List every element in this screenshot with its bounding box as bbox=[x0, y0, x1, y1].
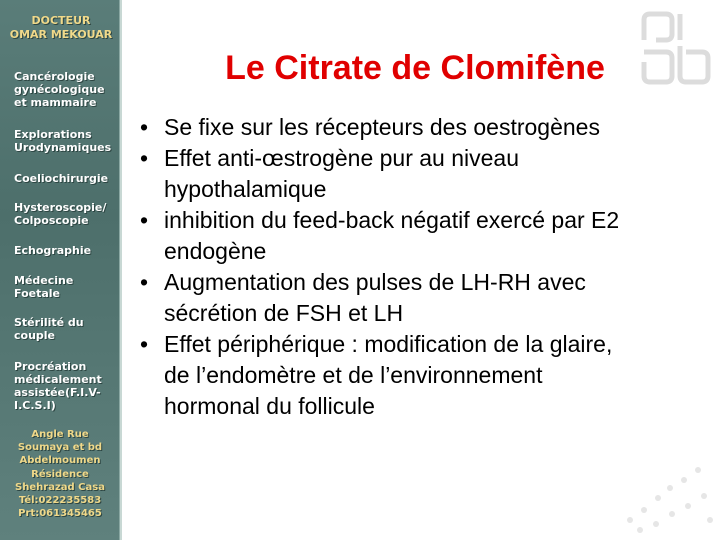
list-item bbox=[134, 112, 634, 143]
decorative-dots-icon bbox=[610, 440, 720, 540]
sidebar-navigation bbox=[0, 0, 122, 540]
bullet-text: Augmentation des pulses de LH-RH avec sécrétion de FSH et LH bbox=[164, 269, 586, 326]
slide-title: Le Citrate de Clomifène bbox=[225, 49, 605, 87]
list-item bbox=[134, 143, 634, 205]
bullet-icon: • bbox=[140, 269, 149, 295]
list-item bbox=[134, 329, 634, 422]
doctor-title: DOCTEUR bbox=[31, 14, 91, 27]
contact-mobile: Prt:061345465 bbox=[18, 508, 102, 520]
sidebar-contact bbox=[6, 428, 114, 520]
list-item bbox=[134, 267, 634, 329]
contact-line: Abdelmoumen bbox=[19, 455, 101, 467]
sidebar-item-procreation[interactable]: Procréation médicalement assistée(F.I.V- I.C.S.I) bbox=[14, 360, 102, 412]
sidebar-item-coeliochirurgie[interactable]: Coeliochirurgie bbox=[14, 172, 109, 185]
contact-line: Angle Rue bbox=[31, 429, 89, 440]
sidebar-header bbox=[6, 14, 116, 42]
sidebar-item-hysteroscopie[interactable]: Hysteroscopie/ Colposcopie bbox=[14, 201, 107, 227]
sidebar-item-sterilite[interactable]: Stérilité du couple bbox=[14, 316, 84, 342]
sidebar-item-cancerologie[interactable]: Cancérologie gynécologique et mammaire bbox=[14, 70, 105, 109]
sidebar-item-medecine-foetale[interactable]: Médecine Foetale bbox=[14, 274, 74, 300]
contact-line: Shehrazad Casa bbox=[15, 481, 105, 493]
bullet-icon: • bbox=[140, 207, 149, 233]
contact-line: Soumaya et bd bbox=[17, 442, 103, 454]
bullet-text: inhibition du feed-back négatif exercé par E2 endogène bbox=[164, 207, 620, 264]
list-item bbox=[134, 205, 634, 267]
contact-line: Résidence bbox=[31, 468, 89, 480]
contact-phone: Tél:022235583 bbox=[18, 495, 102, 507]
bullet-icon: • bbox=[140, 331, 149, 357]
bullet-list bbox=[134, 112, 634, 422]
doctor-name: OMAR MEKOUAR bbox=[9, 28, 113, 41]
bullet-icon: • bbox=[140, 114, 149, 140]
sidebar-item-explorations[interactable]: Explorations Urodynamiques bbox=[14, 128, 112, 154]
bullet-text: Effet anti-œstrogène pur au niveau hypothalamique bbox=[164, 145, 520, 202]
bullet-icon: • bbox=[140, 145, 149, 171]
bullet-text: Effet périphérique : modification de la glaire, de l’endomètre et de l’environnement hormonal du follicule bbox=[164, 331, 613, 419]
bullet-text: Se fixe sur les récepteurs des oestrogènes bbox=[164, 114, 600, 140]
sidebar-item-echographie[interactable]: Echographie bbox=[14, 244, 92, 257]
